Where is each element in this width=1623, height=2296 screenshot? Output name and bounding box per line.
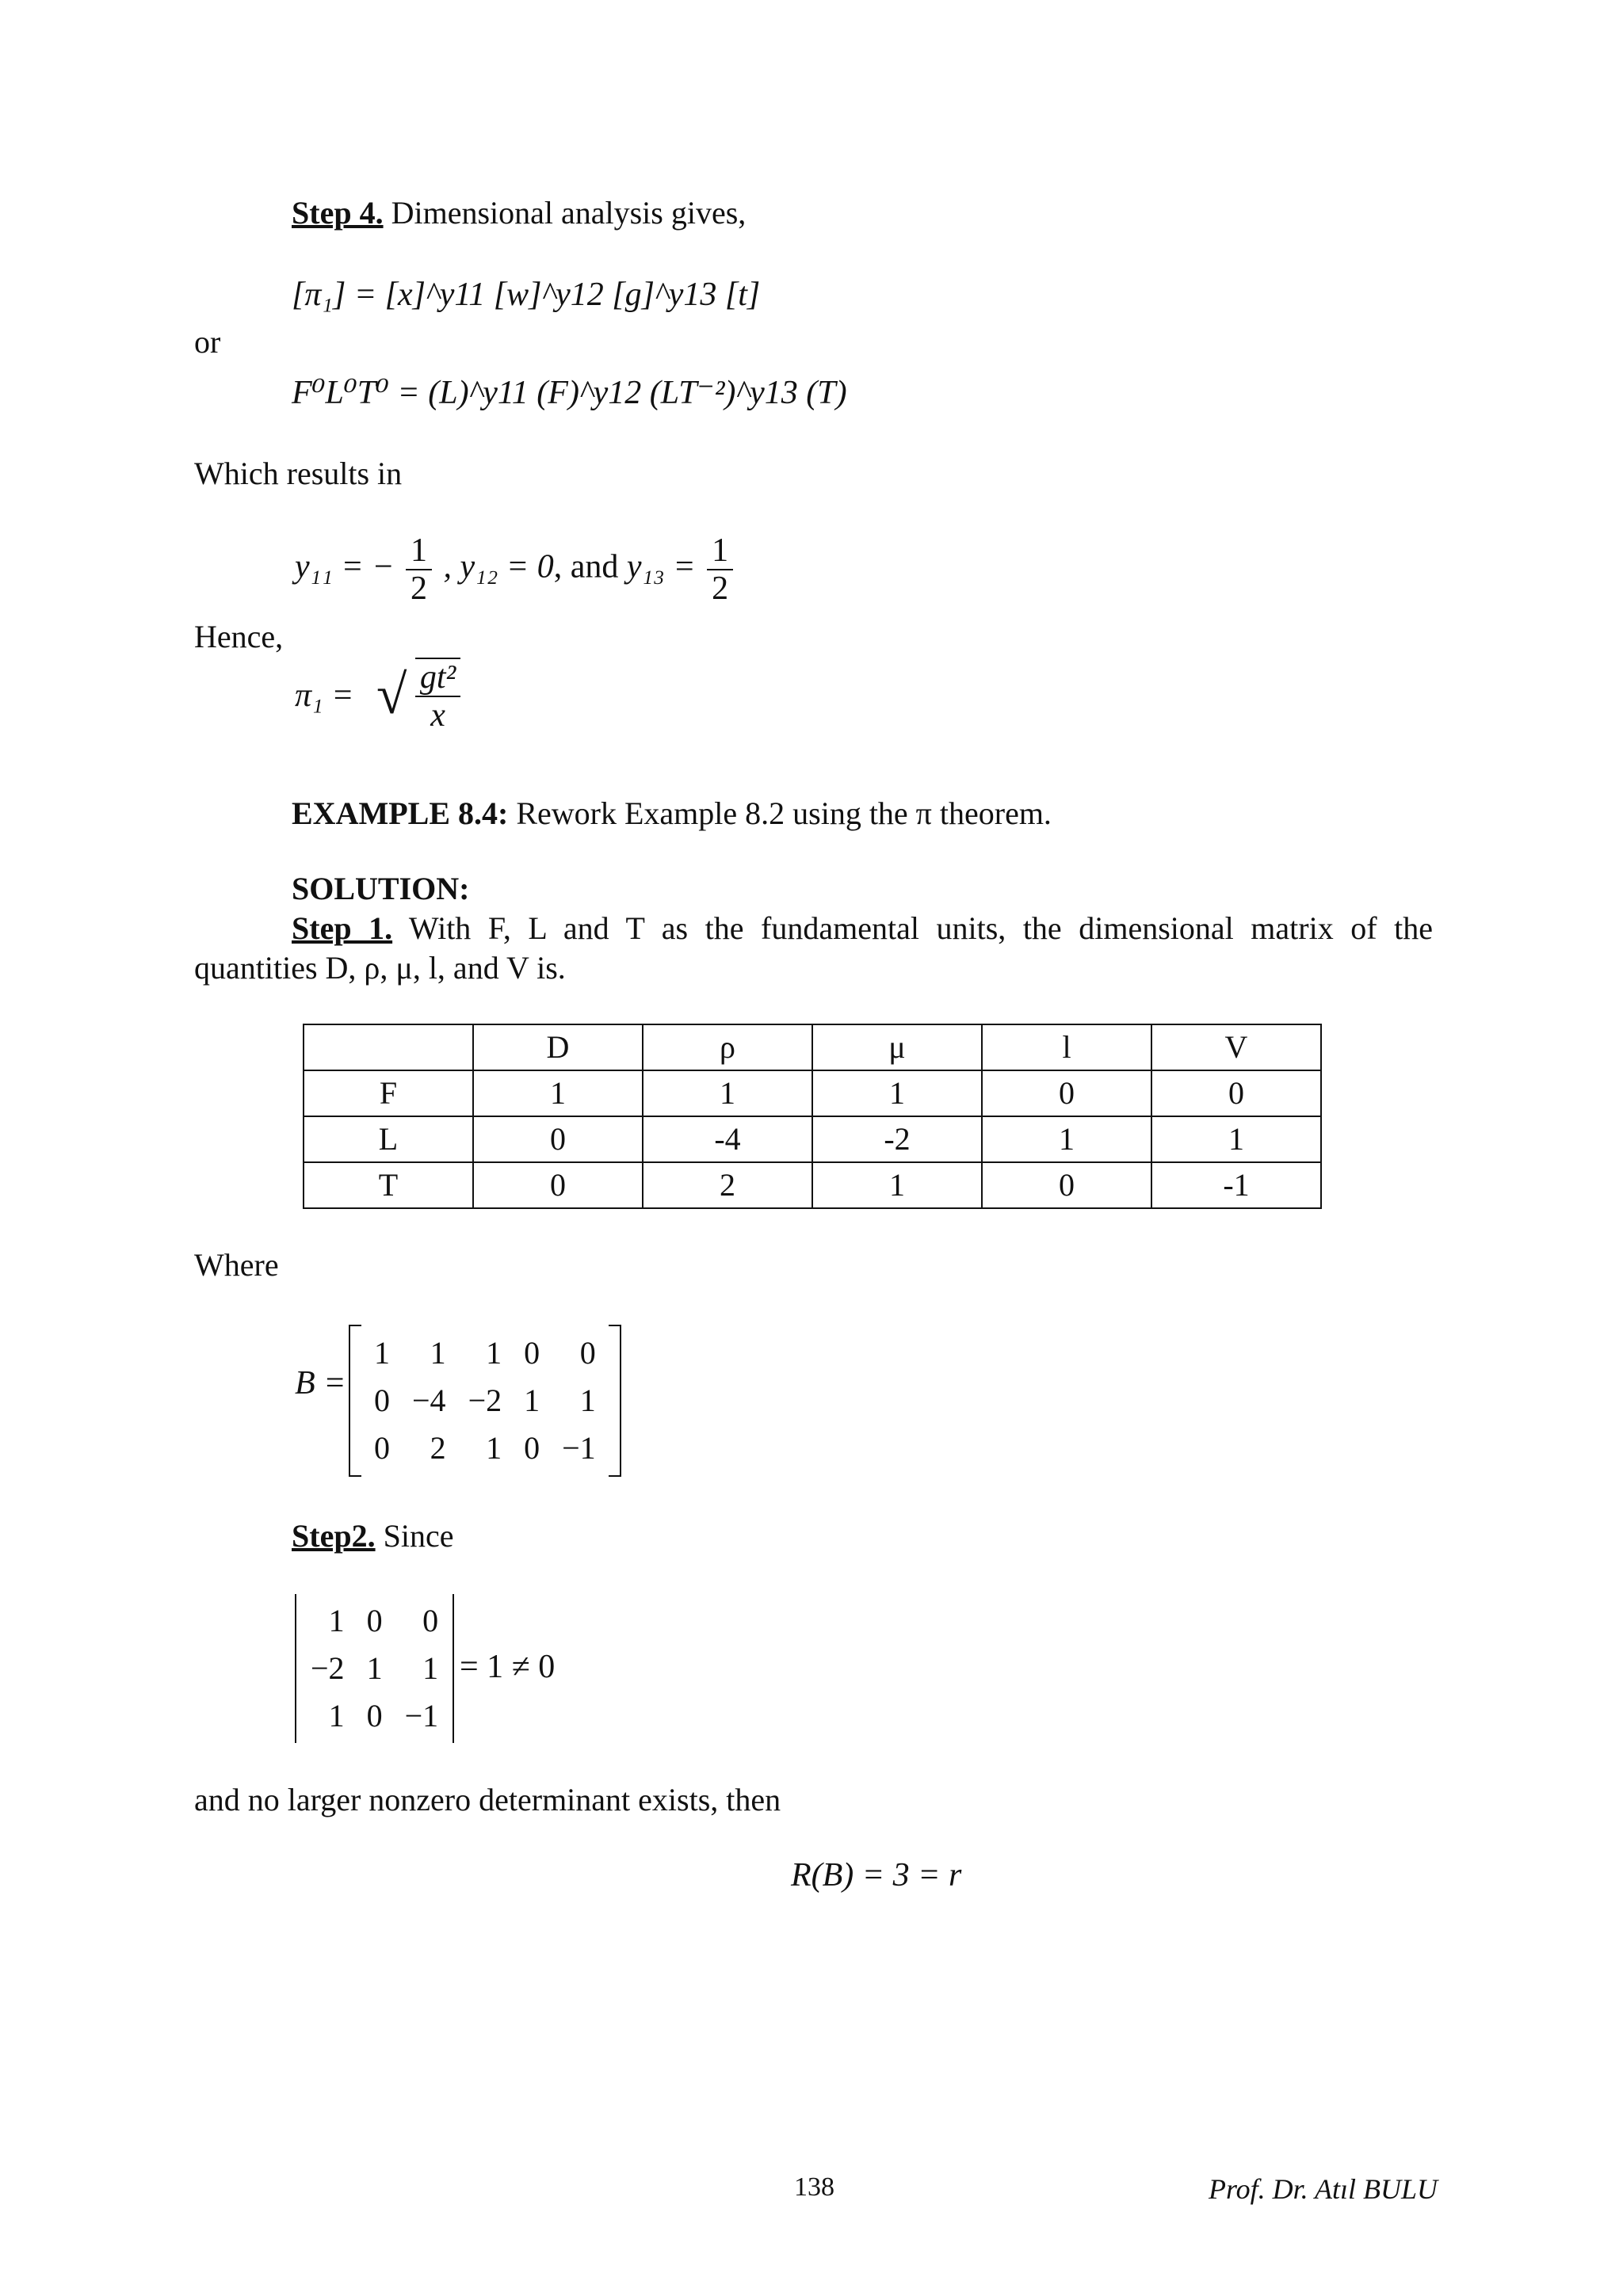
matrix-cell: 1 [328, 1603, 345, 1638]
matrix-cell: 0 [524, 1335, 540, 1371]
table-cell: -4 [643, 1116, 812, 1162]
matrix-cell: −2 [311, 1650, 345, 1686]
matrix-cell: 1 [328, 1698, 345, 1733]
denominator: 2 [411, 570, 428, 607]
table-cell: 0 [1151, 1070, 1321, 1116]
solution-heading: SOLUTION: [292, 871, 470, 906]
table-cell: 0 [982, 1162, 1151, 1208]
equation-text: F⁰L⁰T⁰ = (L)^y11 (F)^y12 (LT⁻²)^y13 (T) [292, 375, 847, 411]
step4-text: Dimensional analysis gives, [383, 195, 747, 231]
where-text: Where [194, 1247, 279, 1283]
sqrt-icon: √ [376, 665, 407, 726]
numerator: 1 [707, 532, 733, 570]
table-header-cell: μ [812, 1024, 982, 1070]
matrix-b-grid [363, 1329, 607, 1472]
right-bar [453, 1594, 454, 1743]
footer-author: Prof. Dr. Atıl BULU [1209, 2173, 1438, 2205]
matrix-cell: 1 [524, 1383, 540, 1418]
table-header-cell: D [473, 1024, 643, 1070]
step1-text: With F, L and T as the fundamental units, the dimensional matrix of the [392, 910, 1433, 946]
left-bracket [349, 1325, 361, 1477]
matrix-cell: 0 [374, 1383, 390, 1418]
table-header-cell: l [982, 1024, 1151, 1070]
exponent-solutions [295, 532, 736, 607]
and-text: , and [553, 548, 627, 585]
fraction-half [406, 532, 432, 607]
table-header-cell: V [1151, 1024, 1321, 1070]
step1-label: Step 1. [292, 910, 393, 946]
table-cell: L [304, 1116, 473, 1162]
denominator: 2 [712, 570, 729, 607]
table-cell: 0 [982, 1070, 1151, 1116]
step2-line [292, 1517, 453, 1555]
matrix-b-lhs: B = [295, 1365, 346, 1402]
table-cell: 1 [643, 1070, 812, 1116]
matrix-cell: 0 [524, 1430, 540, 1466]
table-cell: 0 [473, 1116, 643, 1162]
determinant-grid [300, 1597, 449, 1740]
table-row [304, 1116, 1321, 1162]
rank-equation: R(B) = 3 = r [791, 1857, 962, 1894]
matrix-cell: 0 [374, 1430, 390, 1466]
matrix-cell: −4 [412, 1383, 446, 1418]
example-label: EXAMPLE 8.4: [292, 795, 509, 831]
determinant [295, 1594, 454, 1743]
y12-label: , y₁₂ = 0 [443, 548, 554, 585]
example-text: Rework Example 8.2 using the π theorem. [508, 795, 1052, 831]
table-header-cell: ρ [643, 1024, 812, 1070]
equation-pi1-dimensions [292, 276, 760, 314]
y13-label: y₁₃ = [626, 548, 696, 585]
table-cell: 1 [812, 1162, 982, 1208]
numerator: gt² [415, 659, 460, 697]
step1-line1 [292, 910, 1433, 948]
matrix-cell: 0 [366, 1603, 383, 1638]
matrix-cell: 1 [374, 1335, 390, 1371]
table-cell: 1 [812, 1070, 982, 1116]
determinant-result: = 1 ≠ 0 [460, 1649, 556, 1685]
matrix-cell: 2 [430, 1430, 446, 1466]
equation-text: [π₁] = [x]^y11 [w]^y12 [g]^y13 [t] [292, 277, 761, 313]
matrix-cell: 0 [422, 1603, 439, 1638]
step2-text: Since [375, 1518, 454, 1554]
matrix-row [363, 1377, 607, 1425]
denominator: x [430, 697, 445, 734]
matrix-cell: 1 [486, 1430, 502, 1466]
matrix-cell: −1 [404, 1698, 439, 1733]
sqrt-fraction [415, 658, 460, 734]
y11-label: y₁₁ = − [295, 548, 395, 585]
left-bar [295, 1594, 296, 1743]
right-bracket [609, 1325, 621, 1477]
table-row [304, 1162, 1321, 1208]
page-number: 138 [794, 2172, 834, 2202]
matrix-row [363, 1425, 607, 1472]
numerator: 1 [406, 532, 432, 570]
table-row [304, 1070, 1321, 1116]
equation-flt [292, 372, 847, 412]
table-cell: T [304, 1162, 473, 1208]
table-cell: 1 [1151, 1116, 1321, 1162]
table-cell: 2 [643, 1162, 812, 1208]
matrix-cell: −2 [468, 1383, 502, 1418]
table-cell: F [304, 1070, 473, 1116]
table-cell: 0 [473, 1162, 643, 1208]
hence-text: Hence, [194, 619, 284, 654]
matrix-cell: 1 [579, 1383, 596, 1418]
matrix-row [300, 1645, 449, 1692]
step1-line2: quantities D, ρ, μ, l, and V is. [194, 950, 566, 986]
which-results-text: Which results in [194, 456, 403, 491]
step4-line [292, 194, 746, 232]
matrix-row [300, 1692, 449, 1740]
matrix-cell: 1 [430, 1335, 446, 1371]
matrix-cell: 1 [422, 1650, 439, 1686]
matrix-row [363, 1329, 607, 1377]
step4-label: Step 4. [292, 195, 384, 231]
matrix-cell: 0 [579, 1335, 596, 1371]
or-text: or [194, 324, 221, 360]
table-cell: -2 [812, 1116, 982, 1162]
no-larger-text: and no larger nonzero determinant exists, then [194, 1782, 781, 1817]
table-cell: 1 [982, 1116, 1151, 1162]
table-header-row [304, 1024, 1321, 1070]
example-line [292, 795, 1052, 833]
matrix-cell: 1 [486, 1335, 502, 1371]
matrix-cell: 1 [366, 1650, 383, 1686]
table-cell: 1 [473, 1070, 643, 1116]
table-cell: -1 [1151, 1162, 1321, 1208]
pi1-lhs: π₁ = [295, 677, 354, 714]
pi1-result [295, 658, 464, 734]
table-header-cell [304, 1024, 473, 1070]
step2-label: Step2. [292, 1518, 376, 1554]
matrix-cell: −1 [562, 1430, 596, 1466]
matrix-cell: 0 [366, 1698, 383, 1733]
dimensional-matrix-table [303, 1024, 1322, 1209]
matrix-b [349, 1325, 621, 1477]
matrix-row [300, 1597, 449, 1645]
fraction-half [707, 532, 733, 607]
